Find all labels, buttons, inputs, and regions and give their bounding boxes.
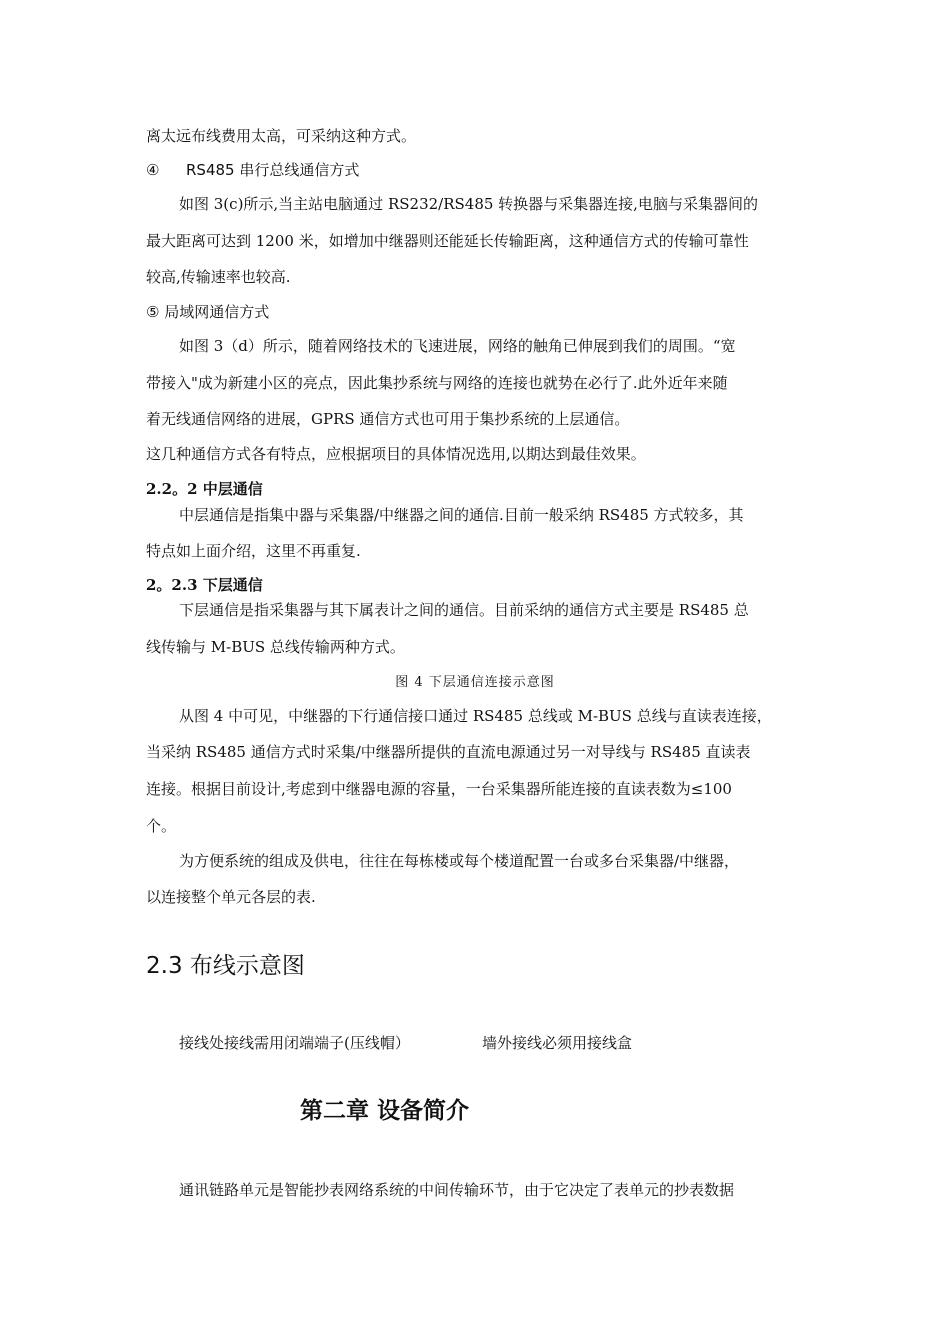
paragraph-line: 从图 4 中可见，中继器的下行通信接口通过 RS485 总线或 M-BUS 总线与直读表连接，	[179, 707, 772, 725]
figure-label-right: 墙外接线必须用接线盒	[482, 1034, 633, 1052]
paragraph-line: 个。	[146, 817, 177, 835]
paragraph-line: 带接入"成为新建小区的亮点，因此集抄系统与网络的连接也就势在必行了.此外近年来随	[146, 374, 728, 392]
list-item-heading: ⑤ 局域网通信方式	[146, 303, 270, 321]
paragraph-line: 这几种通信方式各有特点，应根据项目的具体情况选用,以期达到最佳效果。	[146, 445, 646, 463]
paragraph-line: 着无线通信网络的进展，GPRS 通信方式也可用于集抄系统的上层通信。	[146, 410, 630, 428]
list-marker: ④	[146, 161, 160, 179]
paragraph-line: 当采纳 RS485 通信方式时采集/中继器所提供的直流电源通过另一对导线与 RS485 直读表	[146, 743, 751, 761]
figure-caption: 图 4 下层通信连接示意图	[395, 675, 555, 690]
paragraph-line: 连接。根据目前设计,考虑到中继器电源的容量，一台采集器所能连接的直读表数为≤100	[146, 780, 732, 798]
paragraph-line: 以连接整个单元各层的表.	[146, 888, 316, 906]
subsection-heading: 2.2。2 中层通信	[146, 480, 263, 498]
paragraph-line: 离太远布线费用太高，可采纳这种方式。	[146, 127, 417, 145]
section-heading: 2.3 布线示意图	[146, 953, 305, 979]
paragraph-line: 中层通信是指集中器与采集器/中继器之间的通信.目前一般采纳 RS485 方式较多，其	[179, 506, 744, 524]
paragraph-line: 如图 3（d）所示，随着网络技术的飞速进展，网络的触角已伸展到我们的周围。“宽	[179, 337, 736, 355]
list-item-heading	[146, 160, 359, 180]
paragraph-line: 线传输与 M-BUS 总线传输两种方式。	[146, 638, 405, 656]
paragraph-line: 下层通信是指采集器与其下属表计之间的通信。目前采纳的通信方式主要是 RS485 总	[179, 601, 749, 619]
paragraph-line: 通讯链路单元是智能抄表网络系统的中间传输环节，由于它决定了表单元的抄表数据	[179, 1181, 735, 1199]
paragraph-line: 最大距离可达到 1200 米，如增加中继器则还能延长传输距离，这种通信方式的传输可靠性	[146, 232, 749, 250]
paragraph-line: 较高,传输速率也较高.	[146, 268, 291, 286]
subsection-heading: 2。2.3 下层通信	[146, 576, 263, 594]
figure-label-left: 接线处接线需用闭端端子(压线帽）	[179, 1034, 410, 1052]
paragraph-line: 特点如上面介绍，这里不再重复.	[146, 542, 361, 560]
chapter-heading: 第二章 设备简介	[300, 1098, 470, 1124]
paragraph-line: 如图 3(c)所示,当主站电脑通过 RS232/RS485 转换器与采集器连接,电脑与采集器间的	[179, 195, 758, 213]
paragraph-line: 为方便系统的组成及供电，往往在每栋楼或每个楼道配置一台或多台采集器/中继器，	[179, 852, 740, 870]
list-item-heading-text: RS485 串行总线通信方式	[186, 161, 360, 179]
